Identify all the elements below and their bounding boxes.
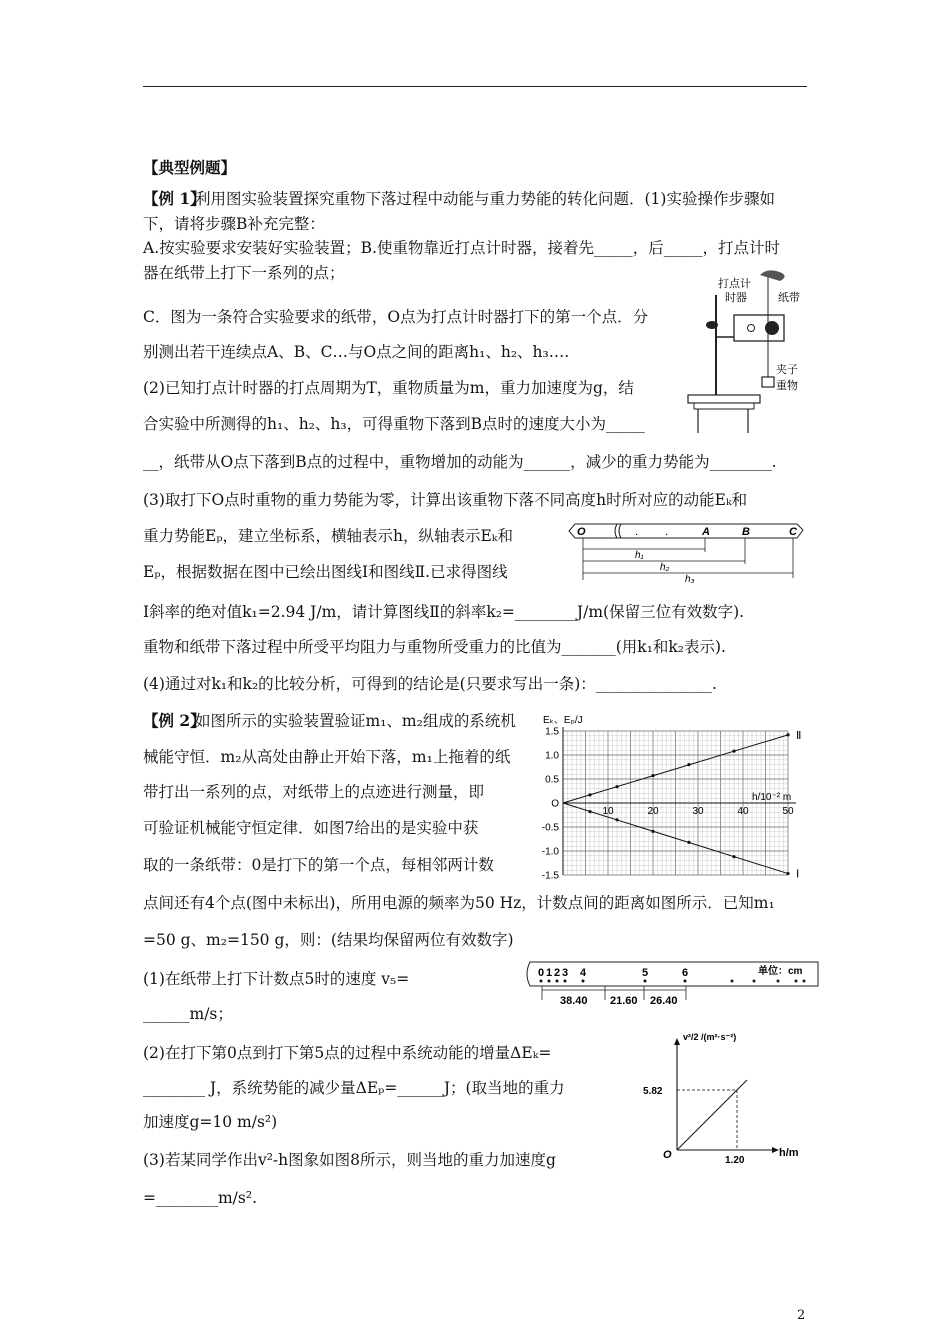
v2-chart-y-marked: 5.82 [643, 1086, 663, 1097]
tape-point-dot-2: . [665, 526, 669, 538]
tape2-count-point [548, 980, 551, 983]
energy-series-label-2: Ⅰ [796, 868, 800, 881]
ex1-line-3: 器在纸带上打下一系列的点； [143, 264, 345, 282]
ex2-line-2: 带打出一系列的点，对纸带上的点迹进行测量，即 [143, 783, 485, 801]
tape-point-C: C [789, 526, 797, 538]
energy-series-point [588, 810, 591, 813]
energy-series-point [786, 872, 789, 875]
ex1-line-0: 利用图实验装置探究重物下落过程中动能与重力势能的转化问题．(1)实验操作步骤如 [195, 190, 775, 208]
energy-chart-xtick: 50 [782, 806, 794, 817]
energy-chart-xlabel: h/10⁻² m [752, 792, 792, 803]
weight-icon [762, 377, 774, 387]
tape-strip [569, 524, 803, 538]
ex1-label: 【例 1】 [143, 189, 206, 208]
tape2-count-point [644, 980, 647, 983]
tape2-number: 1 [546, 967, 553, 979]
label-tape: 纸带 [778, 292, 800, 304]
dim-h2: h₂ [660, 562, 670, 573]
v2-chart-x-marked: 1.20 [725, 1155, 745, 1166]
tape2-dot [731, 980, 734, 983]
energy-series-point [687, 841, 690, 844]
energy-chart-ytick: O [551, 798, 559, 810]
energy-chart-xtick: 20 [647, 806, 659, 817]
tape-point-B: B [742, 526, 750, 538]
energy-series-label-1: Ⅱ [796, 729, 802, 742]
hand-icon [760, 270, 785, 281]
energy-chart-xtick: 30 [692, 806, 704, 817]
tape2-count-point [582, 980, 585, 983]
energy-series-point [687, 763, 690, 766]
section-title: 【典型例题】 [143, 158, 237, 177]
tape2-seg-3: 26.40 [650, 995, 678, 1007]
tape2-count-point [564, 980, 567, 983]
energy-series-point [732, 855, 735, 858]
dim-h3: h₃ [685, 574, 695, 585]
energy-chart-ytick: -0.5 [541, 822, 559, 834]
tape2-dot [803, 980, 806, 983]
tape2-number: 4 [580, 967, 587, 979]
energy-series-point [615, 818, 618, 821]
energy-chart-ytick: -1.5 [541, 870, 559, 882]
energy-series-point [651, 830, 654, 833]
v2-chart-origin: O [663, 1149, 672, 1161]
ex1-line-14: (4)通过对k₁和k₂的比较分析，可得到的结论是(只要求写出一条)：_______________. [143, 675, 717, 693]
ex1-line-9: (3)取打下O点时重物的重力势能为零，计算出该重物下落不同高度h时所对应的动能Eₖ和 [143, 491, 748, 509]
label-timer-1: 打点计 [718, 278, 751, 290]
ex1-line-12: Ⅰ斜率的绝对值k₁=2.94 J/m，请计算图线Ⅱ的斜率k₂=________J/m(保留三位有效数字). [143, 603, 745, 621]
tape2-number: 6 [682, 967, 689, 979]
ex2-line-7: (1)在纸带上打下计数点5时的速度 v₅= [143, 970, 410, 988]
tape-point-O: O [577, 526, 586, 538]
ex1-line-13: 重物和纸带下落过程中所受平均阻力与重物所受重力的比值为_______(用k₁和k₂表示). [143, 638, 726, 656]
tape-point-A: A [702, 526, 710, 538]
ex2-line-11: 加速度g=10 m/s²) [143, 1113, 278, 1131]
energy-chart-xtick: 40 [737, 806, 749, 817]
tape2-count-point [556, 980, 559, 983]
ex2-line-10: ________ J，系统势能的减少量ΔEₚ=______J；(取当地的重力 [143, 1079, 565, 1097]
energy-chart-ytick: 1.0 [545, 750, 559, 762]
ex2-label: 【例 2】 [143, 711, 206, 730]
tape2-unit: 单位：cm [758, 966, 803, 977]
energy-chart-ytick: 1.5 [545, 726, 559, 738]
ex2-line-9: (2)在打下第0点到打下第5点的过程中系统动能的增量ΔEₖ= [143, 1044, 552, 1062]
tape2-dot [777, 980, 780, 983]
tape2-number: 0 [538, 967, 545, 979]
energy-series-point [786, 733, 789, 736]
tape2-number: 3 [562, 967, 569, 979]
clamp-knob-icon [706, 321, 718, 329]
tape-figure [565, 520, 815, 585]
tape-point-dot-1: . [635, 526, 639, 538]
ex2-line-0: 如图所示的实验装置验证m₁、m₂组成的系统机 [195, 712, 516, 730]
v2-chart [643, 1030, 815, 1166]
ex2-line-3: 可验证机械能守恒定律．如图7给出的是实验中获 [143, 819, 479, 837]
ex1-line-8: __，纸带从O点下落到B点的过程中，重物增加的动能为______，减少的重力势能为________. [143, 453, 777, 471]
dim-h1: h₁ [635, 550, 644, 561]
v2-chart-xlabel: h/m [779, 1147, 799, 1159]
tape2-seg-1: 38.40 [560, 995, 588, 1007]
base-foot [694, 403, 754, 409]
base-plate [688, 395, 760, 403]
ex1-line-4: C．图为一条符合实验要求的纸带，O点为打点计时器打下的第一个点．分 [143, 308, 649, 326]
top-divider [143, 86, 807, 87]
timer-disc-icon [765, 321, 779, 335]
energy-chart-ylabel: Eₖ、Eₚ/J [543, 715, 583, 726]
ex1-line-7: 合实验中所测得的h₁、h₂、h₃，可得重物下落到B点时的速度大小为_____ [143, 415, 645, 433]
tape2-count-point [684, 980, 687, 983]
energy-series-point [588, 793, 591, 796]
tape2-dot [795, 980, 798, 983]
ex2-line-8: ______m/s； [143, 1005, 233, 1023]
page-number: 2 [797, 1308, 806, 1323]
energy-chart-xtick: 10 [602, 806, 614, 817]
tape2-seg-2: 21.60 [610, 995, 638, 1007]
ex2-line-13: =________m/s². [143, 1189, 258, 1207]
tape2-figure [522, 960, 822, 1008]
energy-series-point [732, 750, 735, 753]
ex2-line-6: =50 g、m₂=150 g，则：(结果均保留两位有效数字) [143, 931, 514, 949]
label-weight: 重物 [776, 380, 798, 392]
energy-series-point [651, 774, 654, 777]
ex2-line-1: 械能守恒．m₂从高处由静止开始下落，m₁上拖着的纸 [143, 748, 511, 766]
apparatus-figure [688, 265, 808, 435]
tape2-count-point [540, 980, 543, 983]
label-timer-2: 时器 [725, 292, 747, 304]
ex2-line-12: (3)若某同学作出v²-h图象如图8所示，则当地的重力加速度g [143, 1151, 556, 1169]
tape2-number: 2 [554, 967, 561, 979]
ex1-line-2: A.按实验要求安装好实验装置；B.使重物靠近打点计时器，接着先_____，后_____，打点计时 [143, 239, 780, 257]
ex1-line-10: 重力势能Eₚ，建立坐标系，横轴表示h，纵轴表示Eₖ和 [143, 527, 513, 545]
v2-chart-x-arrow-icon [772, 1147, 779, 1153]
ex1-line-1: 下，请将步骤B补充完整： [143, 215, 325, 233]
energy-chart [533, 703, 813, 883]
energy-chart-ytick: 0.5 [545, 774, 559, 786]
tape2-dot [753, 980, 756, 983]
ex2-line-5: 点间还有4个点(图中未标出)，所用电源的频率为50 Hz，计数点间的距离如图所示．已知m₁ [143, 894, 775, 912]
ex2-line-4: 取的一条纸带：0是打下的第一个点，每相邻两计数 [143, 856, 494, 874]
ex1-line-6: (2)已知打点计时器的打点周期为T，重物质量为m，重力加速度为g，结 [143, 379, 634, 397]
v2-chart-ylabel: v²/2 /(m²·s⁻²) [683, 1032, 737, 1042]
ex1-line-5: 别测出若干连续点A、B、C…与O点之间的距离h₁、h₂、h₃…. [143, 343, 570, 361]
label-clamp: 夹子 [776, 364, 798, 376]
tape2-number: 5 [642, 967, 649, 979]
v2-chart-series-line [677, 1080, 747, 1150]
energy-series-point [615, 785, 618, 788]
v2-chart-y-arrow-icon [674, 1038, 680, 1045]
energy-chart-ytick: -1.0 [541, 846, 559, 858]
ex1-line-11: Eₚ，根据数据在图中已绘出图线Ⅰ和图线Ⅱ.已求得图线 [143, 563, 508, 581]
